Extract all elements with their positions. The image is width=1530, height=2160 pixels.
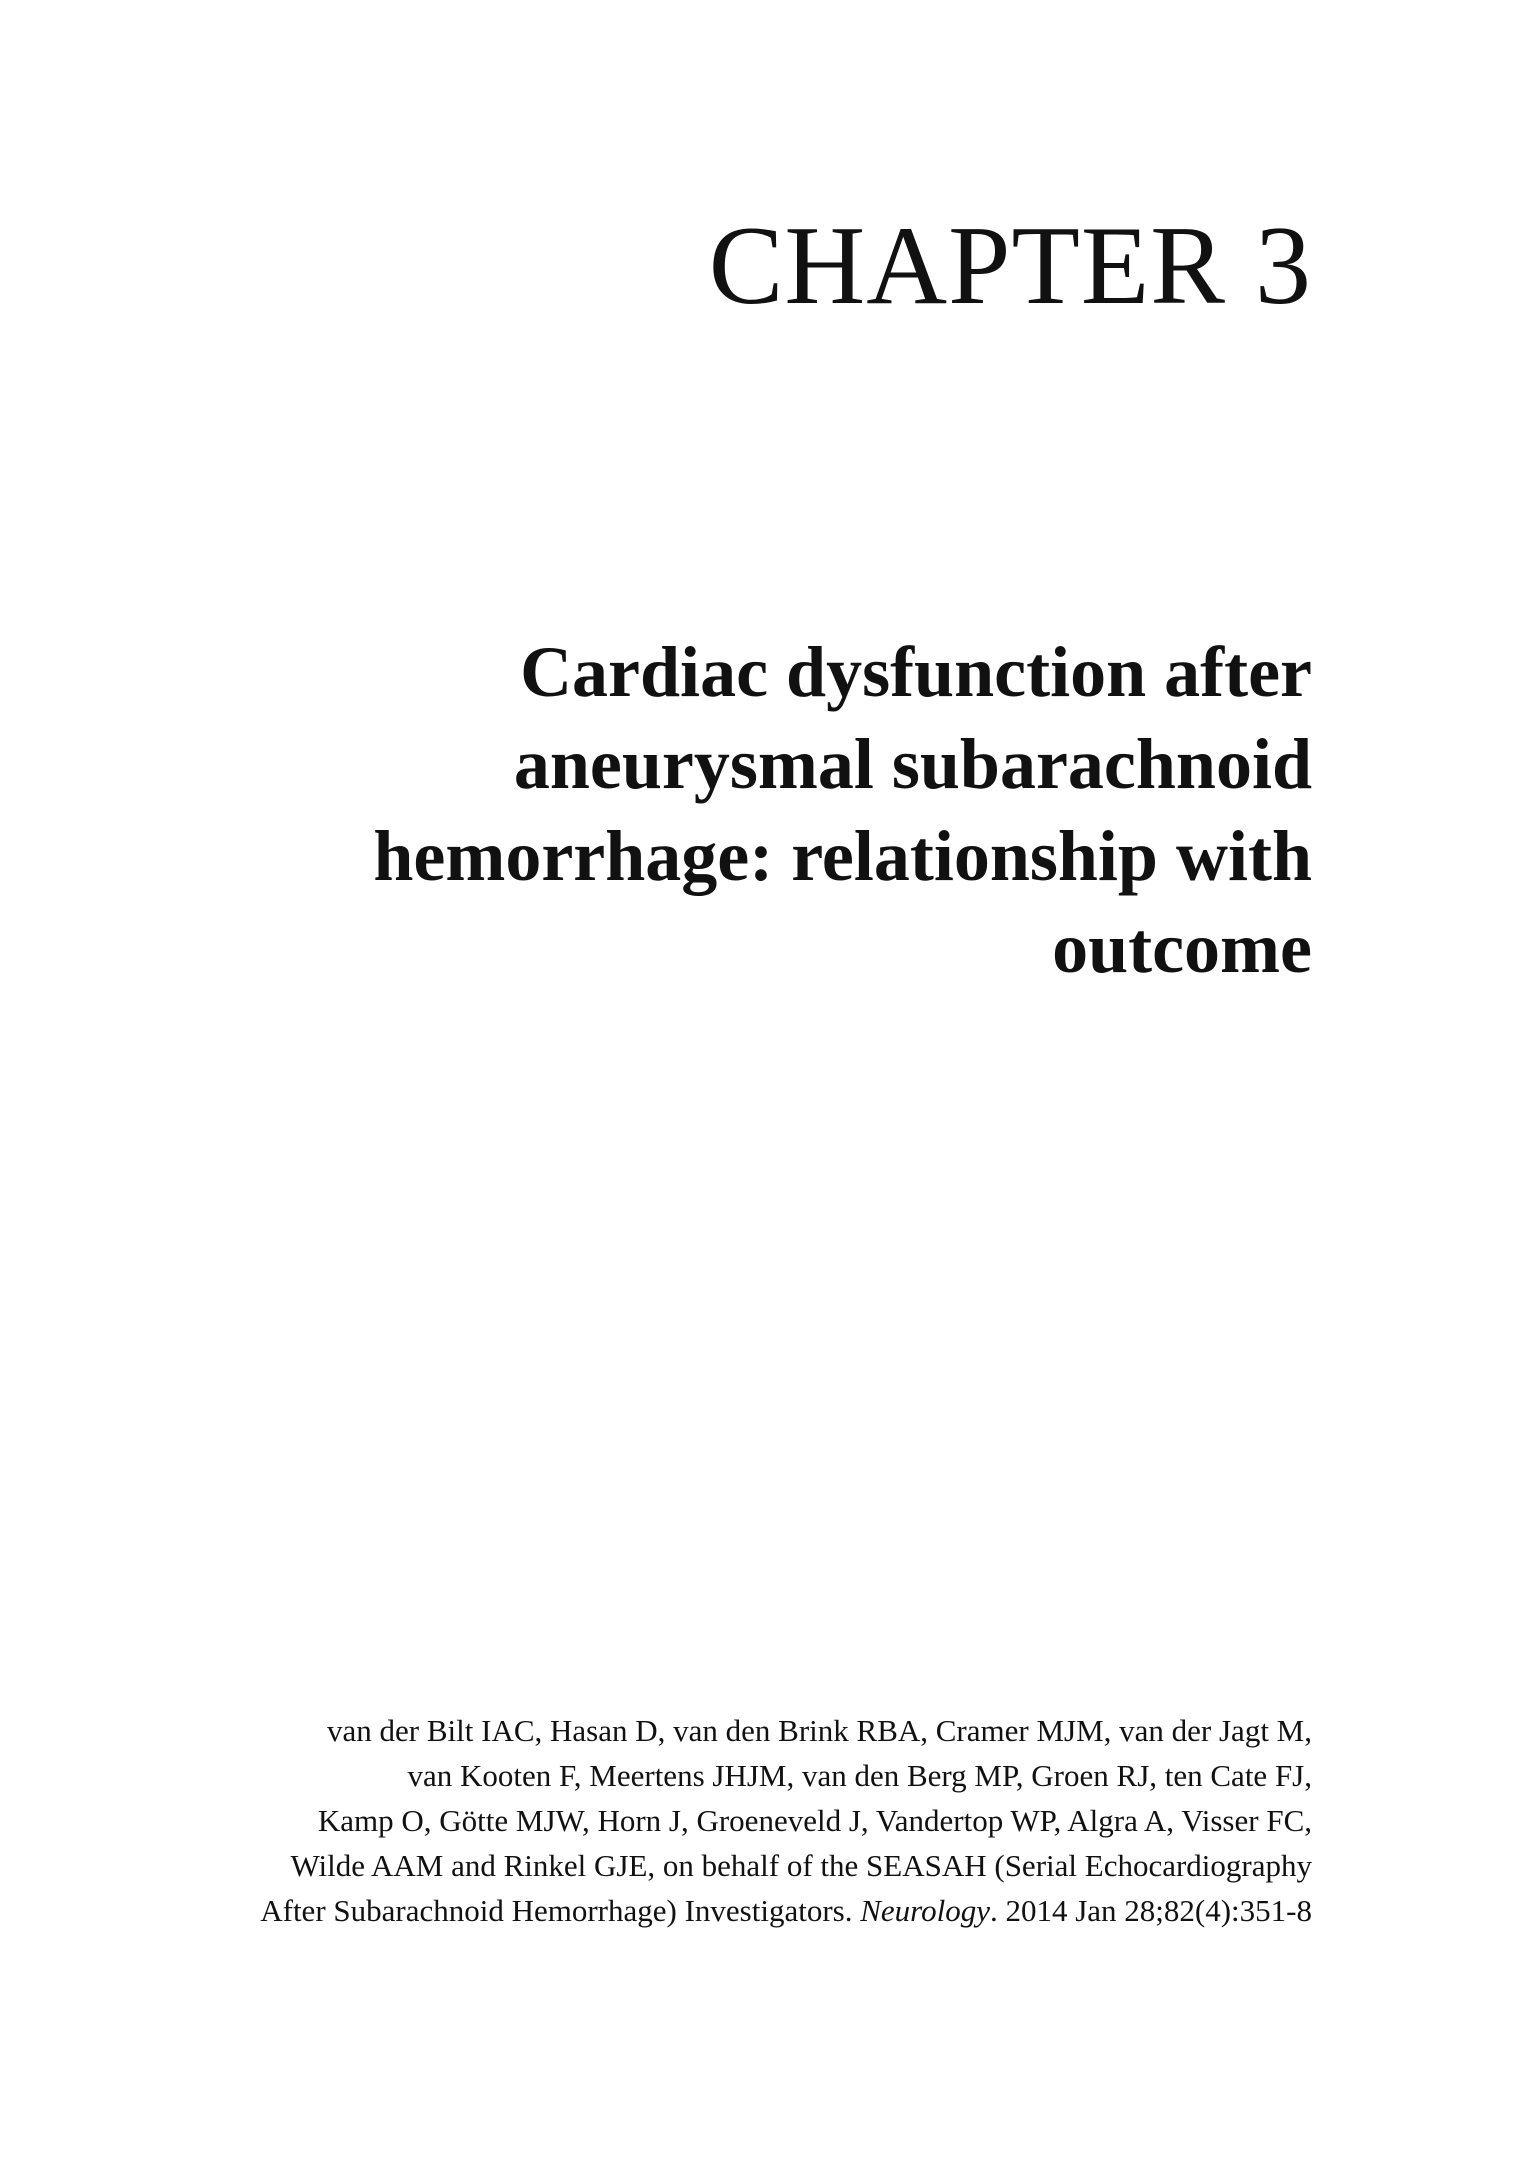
- chapter-title-line: Cardiac dysfunction after: [520, 632, 1312, 712]
- citation-block: [212, 1708, 1312, 1933]
- citation-line: van Kooten F, Meertens JHJM, van den Berg MP, Groen RJ, ten Cate FJ,: [407, 1758, 1312, 1793]
- journal-name: Neurology: [860, 1893, 990, 1928]
- citation-line: Wilde AAM and Rinkel GJE, on behalf of the SEASAH (Serial Echocardiography: [290, 1848, 1312, 1883]
- chapter-title: [352, 626, 1312, 994]
- citation-line: Kamp O, Götte MJW, Horn J, Groeneveld J, Vandertop WP, Algra A, Visser FC,: [317, 1803, 1312, 1838]
- chapter-title-line: hemorrhage: relationship with: [373, 816, 1312, 896]
- citation-last-line: [212, 1888, 1312, 1933]
- chapter-heading: CHAPTER 3: [708, 204, 1312, 328]
- citation-authors-tail: After Subarachnoid Hemorrhage) Investigators.: [260, 1893, 861, 1928]
- chapter-title-line: aneurysmal subarachnoid: [513, 724, 1312, 804]
- publication-details: . 2014 Jan 28;82(4):351-8: [989, 1893, 1312, 1928]
- citation-line: van der Bilt IAC, Hasan D, van den Brink RBA, Cramer MJM, van der Jagt M,: [327, 1713, 1312, 1748]
- chapter-title-line: outcome: [1052, 908, 1312, 988]
